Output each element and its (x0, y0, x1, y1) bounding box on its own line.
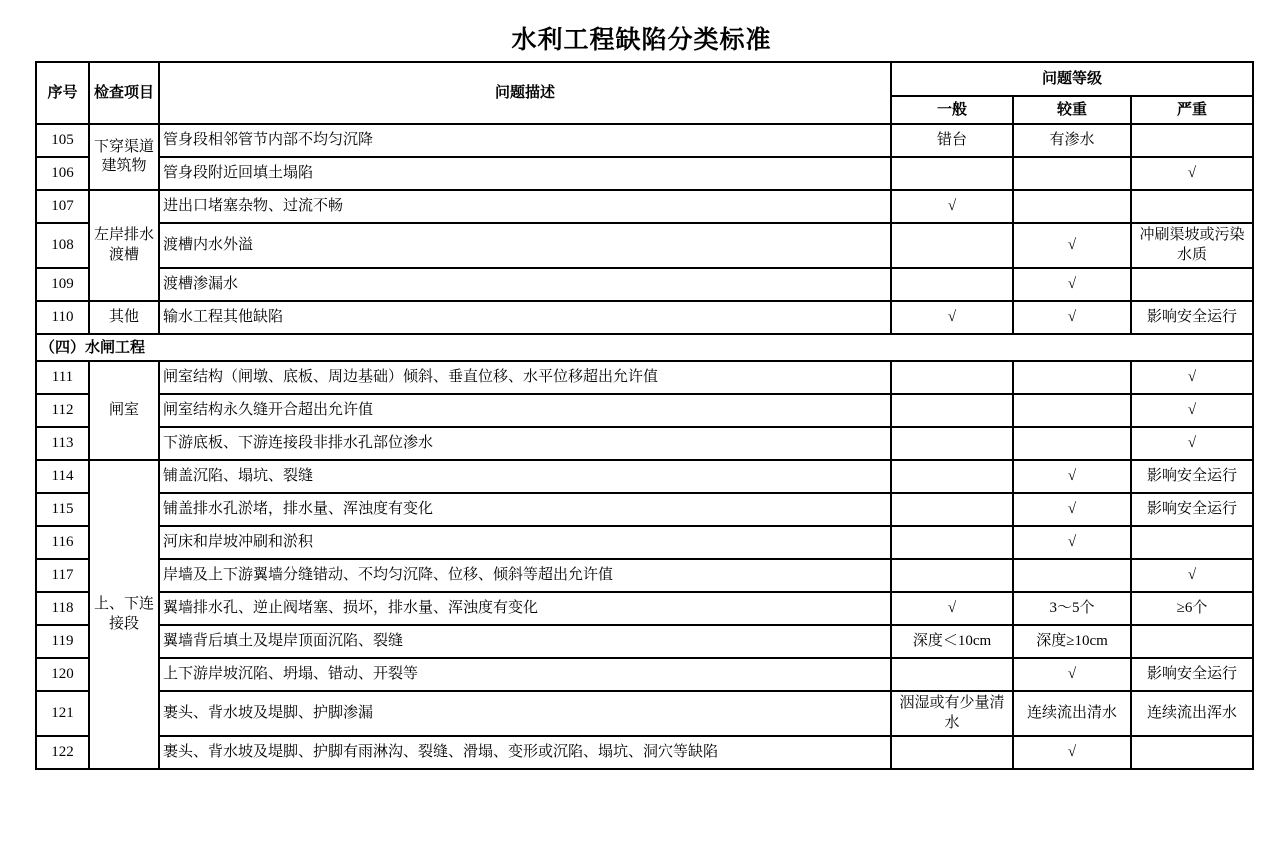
grade-severe-cell: 影响安全运行 (1131, 493, 1253, 526)
grade-severe-cell (1131, 526, 1253, 559)
grade-general-cell (891, 460, 1013, 493)
grade-severe-cell (1131, 625, 1253, 658)
grade-severe-cell: √ (1131, 394, 1253, 427)
inspection-item-cell: 下穿渠道建筑物 (89, 124, 159, 190)
page-title: 水利工程缺陷分类标准 (511, 26, 772, 54)
grade-severe-cell (1131, 736, 1253, 769)
grade-moderate-cell: √ (1013, 301, 1131, 334)
grade-severe-cell (1131, 124, 1253, 157)
header-inspection-item: 检查项目 (89, 62, 159, 124)
section-row (36, 334, 1253, 361)
table-row (36, 190, 1253, 223)
grade-moderate-cell: √ (1013, 268, 1131, 301)
header-row-top (36, 62, 1253, 96)
inspection-item-cell: 左岸排水渡槽 (89, 190, 159, 301)
table-row (36, 625, 1253, 658)
grade-general-cell (891, 223, 1013, 268)
table-row (36, 427, 1253, 460)
grade-severe-cell: ≥6个 (1131, 592, 1253, 625)
problem-description-cell: 岸墙及上下游翼墙分缝错动、不均匀沉降、位移、倾斜等超出允许值 (159, 559, 891, 592)
grade-general-cell (891, 559, 1013, 592)
grade-moderate-cell: √ (1013, 460, 1131, 493)
table-row (36, 268, 1253, 301)
problem-description-cell: 闸室结构永久缝开合超出允许值 (159, 394, 891, 427)
problem-description-cell: 上下游岸坡沉陷、坍塌、错动、开裂等 (159, 658, 891, 691)
table-row (36, 559, 1253, 592)
row-number: 117 (36, 559, 89, 592)
row-number: 119 (36, 625, 89, 658)
problem-description-cell: 铺盖沉陷、塌坑、裂缝 (159, 460, 891, 493)
header-num: 序号 (36, 62, 89, 124)
header-grade-group: 问题等级 (891, 62, 1253, 96)
table-row (36, 361, 1253, 394)
grade-severe-cell: 影响安全运行 (1131, 658, 1253, 691)
grade-general-cell (891, 736, 1013, 769)
problem-description-cell: 裹头、背水坡及堤脚、护脚有雨淋沟、裂缝、滑塌、变形或沉陷、塌坑、洞穴等缺陷 (159, 736, 891, 769)
row-number: 105 (36, 124, 89, 157)
grade-moderate-cell (1013, 427, 1131, 460)
grade-moderate-cell: 有渗水 (1013, 124, 1131, 157)
problem-description-cell: 渡槽内水外溢 (159, 223, 891, 268)
grade-severe-cell: √ (1131, 427, 1253, 460)
grade-moderate-cell: √ (1013, 736, 1131, 769)
grade-general-cell: 洇湿或有少量清水 (891, 691, 1013, 736)
inspection-item-cell: 闸室 (89, 361, 159, 460)
grade-moderate-cell (1013, 157, 1131, 190)
table-row (36, 526, 1253, 559)
problem-description-cell: 闸室结构（闸墩、底板、周边基础）倾斜、垂直位移、水平位移超出允许值 (159, 361, 891, 394)
table-row (36, 493, 1253, 526)
grade-moderate-cell: 深度≥10cm (1013, 625, 1131, 658)
row-number: 120 (36, 658, 89, 691)
inspection-item-cell: 其他 (89, 301, 159, 334)
problem-description-cell: 下游底板、下游连接段非排水孔部位渗水 (159, 427, 891, 460)
grade-general-cell: √ (891, 592, 1013, 625)
grade-general-cell (891, 268, 1013, 301)
row-number: 121 (36, 691, 89, 736)
grade-general-cell (891, 361, 1013, 394)
problem-description-cell: 渡槽渗漏水 (159, 268, 891, 301)
inspection-item-cell: 上、下连接段 (89, 460, 159, 769)
row-number: 106 (36, 157, 89, 190)
table-row (36, 223, 1253, 268)
defect-classification-table (35, 61, 1254, 770)
row-number: 110 (36, 301, 89, 334)
row-number: 112 (36, 394, 89, 427)
grade-general-cell (891, 157, 1013, 190)
row-number: 118 (36, 592, 89, 625)
table-row (36, 736, 1253, 769)
grade-general-cell: √ (891, 301, 1013, 334)
grade-severe-cell: √ (1131, 361, 1253, 394)
grade-moderate-cell (1013, 559, 1131, 592)
grade-general-cell (891, 526, 1013, 559)
grade-general-cell: 错台 (891, 124, 1013, 157)
grade-moderate-cell: √ (1013, 526, 1131, 559)
row-number: 109 (36, 268, 89, 301)
grade-severe-cell: √ (1131, 157, 1253, 190)
row-number: 122 (36, 736, 89, 769)
grade-moderate-cell (1013, 190, 1131, 223)
grade-severe-cell: 连续流出浑水 (1131, 691, 1253, 736)
table-row (36, 157, 1253, 190)
section-label: （四）水闸工程 (36, 334, 1253, 361)
row-number: 114 (36, 460, 89, 493)
grade-moderate-cell: √ (1013, 493, 1131, 526)
grade-severe-cell: 冲刷渠坡或污染水质 (1131, 223, 1253, 268)
table-row (36, 658, 1253, 691)
table-row (36, 394, 1253, 427)
row-number: 108 (36, 223, 89, 268)
problem-description-cell: 裹头、背水坡及堤脚、护脚渗漏 (159, 691, 891, 736)
table-row (36, 592, 1253, 625)
problem-description-cell: 管身段相邻管节内部不均匀沉降 (159, 124, 891, 157)
header-problem-description: 问题描述 (159, 62, 891, 124)
problem-description-cell: 进出口堵塞杂物、过流不畅 (159, 190, 891, 223)
grade-moderate-cell: √ (1013, 223, 1131, 268)
grade-moderate-cell: 3～5个 (1013, 592, 1131, 625)
grade-severe-cell (1131, 268, 1253, 301)
header-grade-general: 一般 (891, 96, 1013, 124)
grade-severe-cell: 影响安全运行 (1131, 301, 1253, 334)
grade-general-cell (891, 427, 1013, 460)
row-number: 113 (36, 427, 89, 460)
grade-moderate-cell (1013, 394, 1131, 427)
grade-severe-cell: 影响安全运行 (1131, 460, 1253, 493)
problem-description-cell: 输水工程其他缺陷 (159, 301, 891, 334)
grade-severe-cell: √ (1131, 559, 1253, 592)
grade-general-cell (891, 394, 1013, 427)
problem-description-cell: 翼墙背后填土及堤岸顶面沉陷、裂缝 (159, 625, 891, 658)
row-number: 116 (36, 526, 89, 559)
problem-description-cell: 翼墙排水孔、逆止阀堵塞、损坏，排水量、浑浊度有变化 (159, 592, 891, 625)
grade-general-cell (891, 493, 1013, 526)
row-number: 107 (36, 190, 89, 223)
grade-moderate-cell: √ (1013, 658, 1131, 691)
grade-general-cell (891, 658, 1013, 691)
problem-description-cell: 铺盖排水孔淤堵，排水量、浑浊度有变化 (159, 493, 891, 526)
problem-description-cell: 河床和岸坡冲刷和淤积 (159, 526, 891, 559)
row-number: 111 (36, 361, 89, 394)
grade-moderate-cell (1013, 361, 1131, 394)
grade-general-cell: √ (891, 190, 1013, 223)
table-row (36, 124, 1253, 157)
header-grade-severe: 严重 (1131, 96, 1253, 124)
grade-severe-cell (1131, 190, 1253, 223)
table-body (36, 124, 1253, 769)
grade-general-cell: 深度＜10cm (891, 625, 1013, 658)
header-grade-moderate: 较重 (1013, 96, 1131, 124)
table-header (36, 62, 1253, 124)
table-row (36, 301, 1253, 334)
table-row (36, 460, 1253, 493)
table-row (36, 691, 1253, 736)
grade-moderate-cell: 连续流出清水 (1013, 691, 1131, 736)
problem-description-cell: 管身段附近回填土塌陷 (159, 157, 891, 190)
row-number: 115 (36, 493, 89, 526)
